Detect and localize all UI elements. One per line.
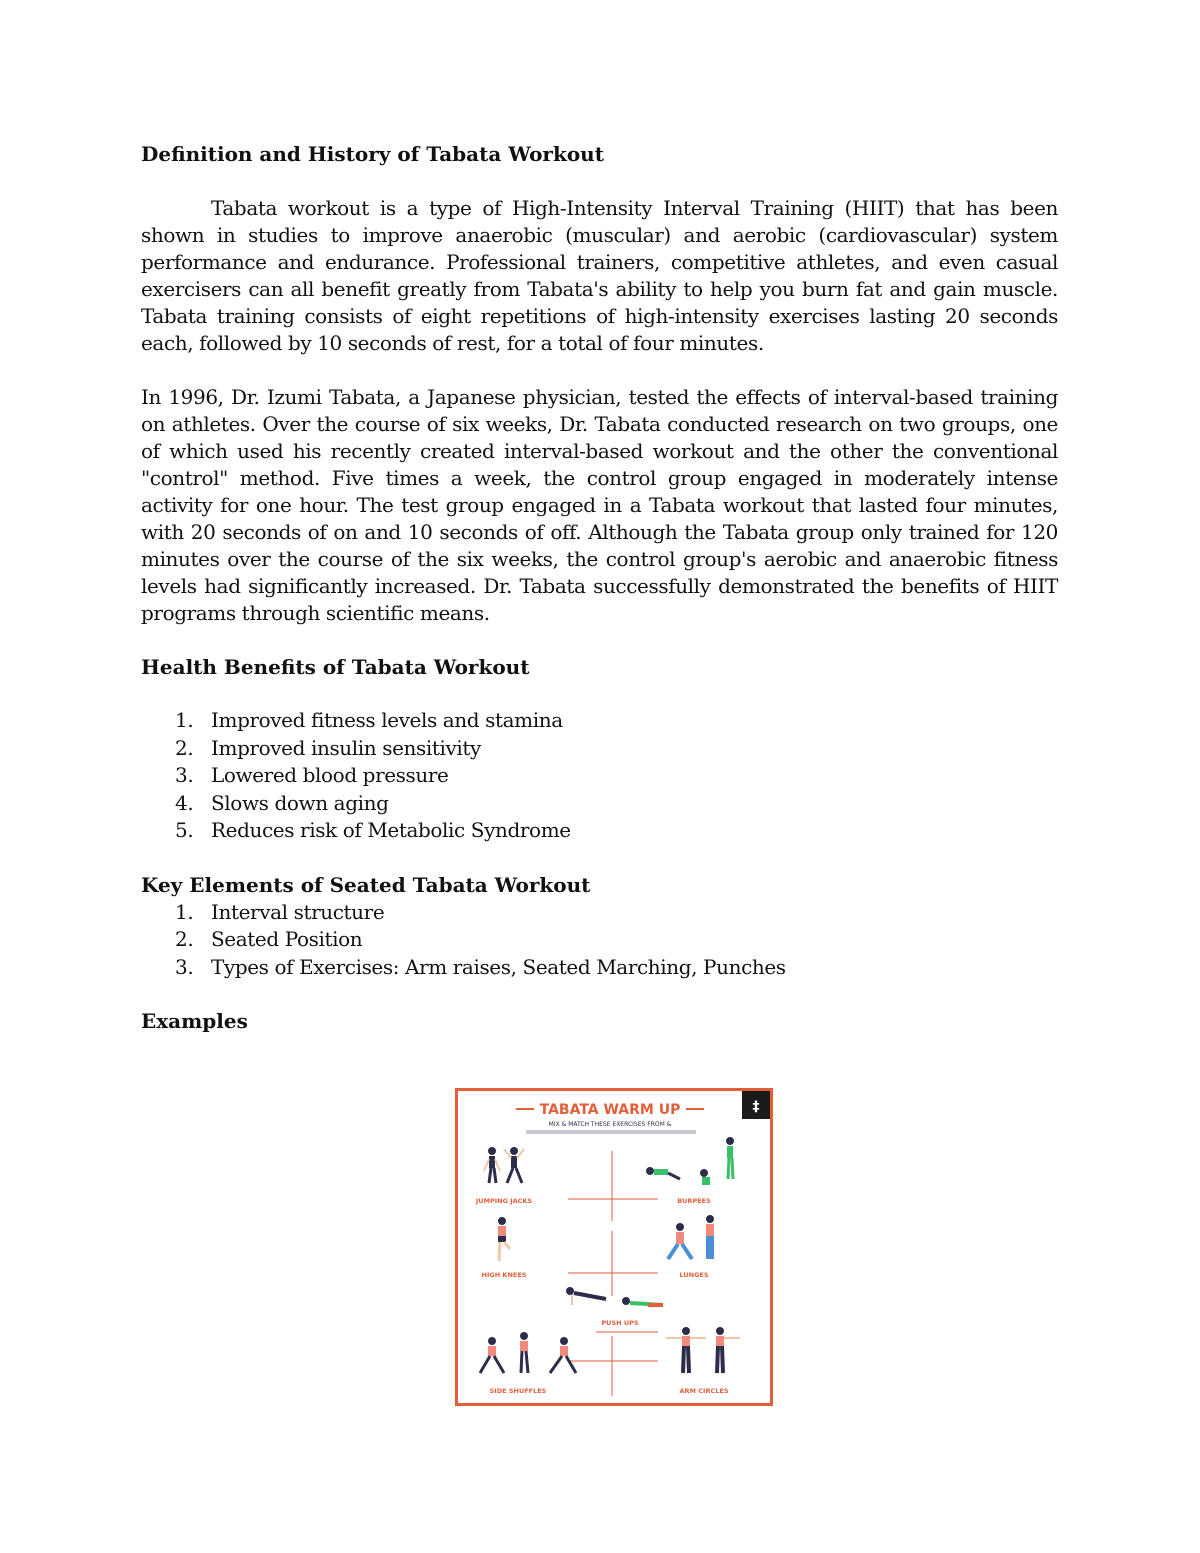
label-lunges: LUNGES	[679, 1271, 709, 1279]
paragraph-definition: Tabata workout is a type of High-Intensity Interval Training (HIIT) that has been shown in studies to improve anaerobic (muscular) and aerobic (cardiovascular) system performance and endurance. Professional trainers, competitive athletes, and even casual exercisers can all benefit greatly from Tabata's ability to help you burn fat and gain muscle. Tabata training consists of eight repetitions of high-intensity exercises lasting 20 seconds each, followed by 10 seconds of rest, for a total of four minutes.	[141, 196, 1058, 355]
label-arm-circles: ARM CIRCLES	[679, 1387, 729, 1395]
list-item: 2. Seated Position	[175, 927, 363, 951]
list-item: 1. Improved fitness levels and stamina	[175, 708, 563, 732]
document-page	[141, 140, 1058, 1035]
label-burpees: BURPEES	[677, 1197, 711, 1205]
section-heading-health-benefits: Health Benefits of Tabata Workout	[141, 655, 530, 679]
section-heading-definition: Definition and History of Tabata Workout	[141, 142, 604, 166]
paragraph-history: In 1996, Dr. Izumi Tabata, a Japanese physician, tested the effects of interval-based training on athletes. Over the course of six weeks, Dr. Tabata conducted research on two groups, one of which used his recently created interval-based workout and the other the conventional "control" method. Five times a week, the control group engaged in moderately intense activity for one hour. The test group engaged in a Tabata workout that lasted four minutes, with 20 seconds of on and 10 seconds of off. Although the Tabata group only trained for 120 minutes over the course of the six weeks, the control group's aerobic and anaerobic fitness levels had significantly increased. Dr. Tabata successfully demonstrated the benefits of HIIT programs through scientific means.	[141, 385, 1058, 625]
infographic-subtitle: MIX & MATCH THESE EXERCISES FROM &	[548, 1121, 672, 1128]
infographic-subtitle-line-2	[526, 1130, 696, 1134]
list-item: 4. Slows down aging	[175, 790, 389, 815]
key-elements-list	[141, 899, 1058, 982]
label-jumping-jacks: JUMPING JACKS	[475, 1197, 533, 1205]
list-item: 5. Reduces risk of Metabolic Syndrome	[175, 818, 571, 842]
list-item: 3. Types of Exercises: Arm raises, Seated Marching, Punches	[175, 954, 786, 979]
label-push-ups: PUSH UPS	[601, 1319, 639, 1327]
infographic-title: TABATA WARM UP	[539, 1102, 681, 1118]
label-side-shuffles: SIDE SHUFFLES	[489, 1387, 547, 1395]
section-heading-key-elements: Key Elements of Seated Tabata Workout	[141, 872, 591, 897]
list-item: 2. Improved insulin sensitivity	[175, 735, 481, 760]
tabata-warmup-infographic	[455, 1088, 773, 1406]
health-benefits-list	[141, 707, 1058, 845]
label-high-knees: HIGH KNEES	[481, 1271, 527, 1279]
svg-text:‡: ‡	[752, 1099, 760, 1115]
list-item: 1. Interval structure	[175, 899, 385, 924]
section-heading-examples: Examples	[141, 1009, 248, 1033]
infographic-svg	[458, 1091, 770, 1403]
list-item: 3. Lowered blood pressure	[175, 763, 449, 787]
